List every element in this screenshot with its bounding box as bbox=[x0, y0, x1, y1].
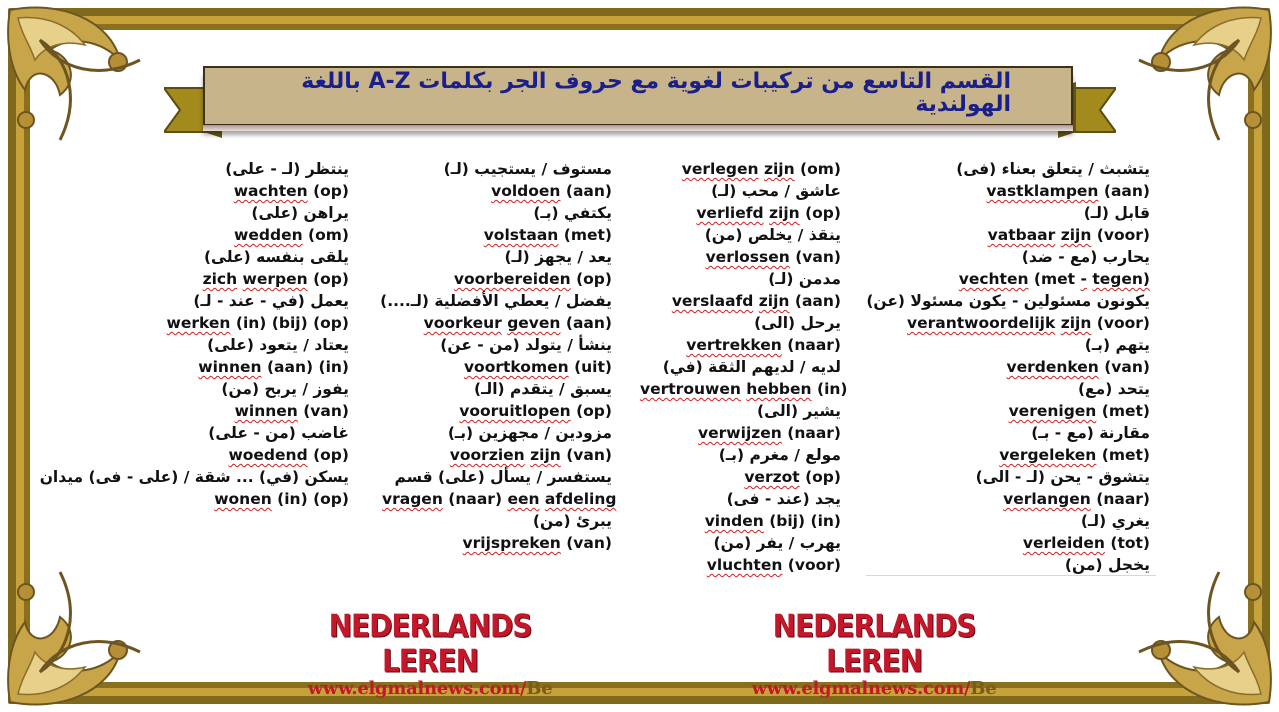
dutch-phrase: verwijzen (naar) bbox=[698, 424, 841, 442]
vocab-column-1 bbox=[866, 158, 1150, 576]
arabic-translation: يكونون مسئولين - يكون مسئولا (عن) bbox=[866, 292, 1150, 310]
arabic-translation: يغري (لـ) bbox=[1080, 512, 1150, 530]
dutch-phrase: verslaafd zijn (aan) bbox=[671, 292, 841, 310]
arabic-translation: مولع / مغرم (بـ) bbox=[718, 446, 841, 464]
dutch-phrase: vrijspreken (van) bbox=[462, 534, 612, 552]
dutch-phrase: vinden (bij) (in) bbox=[704, 512, 841, 530]
arabic-translation: مزودين / مجهزين (بـ) bbox=[447, 424, 612, 442]
corner-ornament-icon bbox=[0, 547, 165, 712]
logo-url: www.elgmalnews.com/Be bbox=[307, 678, 553, 699]
arabic-translation: يلقى بنفسه (على) bbox=[203, 248, 349, 266]
arabic-translation: يفضل / يعطي الأفضلية (لـ....) bbox=[380, 292, 612, 310]
title-banner bbox=[203, 66, 1073, 126]
dutch-phrase: wonen (in) (op) bbox=[214, 490, 349, 508]
nederlands-leren-logo bbox=[300, 607, 560, 699]
dutch-phrase: verantwoordelijk zijn (voor) bbox=[907, 314, 1150, 332]
arabic-translation: يعمل (في - عند - لـ) bbox=[193, 292, 349, 310]
dutch-phrase: verlegen zijn (om) bbox=[681, 160, 841, 178]
dutch-phrase: voorkeur geven (aan) bbox=[423, 314, 612, 332]
logo-title: NEDERLANDS LEREN bbox=[772, 607, 976, 680]
dutch-phrase: werken (in) (bij) (op) bbox=[166, 314, 349, 332]
arabic-translation: يخجل (من) bbox=[1064, 556, 1150, 574]
arabic-translation: مدمن (لـ) bbox=[768, 270, 841, 288]
dutch-phrase: vooruitlopen (op) bbox=[459, 402, 612, 420]
arabic-translation: يعتاد / يتعود (على) bbox=[207, 336, 349, 354]
vocab-column-2 bbox=[640, 158, 848, 576]
dutch-phrase: vragen (naar) een afdeling bbox=[382, 490, 617, 508]
dutch-phrase: vluchten (voor) bbox=[706, 556, 841, 574]
logo-url: www.elgmalnews.com/Be bbox=[751, 678, 997, 699]
arabic-translation: يكتفي (بـ) bbox=[533, 204, 612, 222]
dutch-phrase: vastklampen (aan) bbox=[986, 182, 1150, 200]
dutch-phrase: verenigen (met) bbox=[1008, 402, 1150, 420]
title-underline bbox=[203, 125, 1073, 131]
dutch-phrase: volstaan (met) bbox=[483, 226, 612, 244]
dutch-phrase: vertrouwen hebben (in) bbox=[640, 380, 848, 398]
arabic-translation: ينقذ / يخلص (من) bbox=[704, 226, 841, 244]
page-title: القسم التاسع من تركيبات لغوية مع حروف الجر بكلمات A-Z باللغة الهولندية bbox=[301, 69, 1011, 117]
corner-ornament-icon bbox=[0, 0, 165, 165]
arabic-translation: مستوف / يستجيب (لـ) bbox=[443, 160, 612, 178]
dutch-phrase: wachten (op) bbox=[233, 182, 349, 200]
vocab-column-3 bbox=[380, 158, 617, 554]
arabic-translation: يجد (عند - فى) bbox=[726, 490, 841, 508]
logo-title: NEDERLANDS LEREN bbox=[328, 607, 532, 680]
nederlands-leren-logo bbox=[744, 607, 1004, 699]
arabic-translation: يسكن (في) ... شقة / (على - فى) ميدان bbox=[39, 468, 349, 486]
dutch-phrase: voortkomen (uit) bbox=[463, 358, 612, 376]
dutch-phrase: wedden (om) bbox=[234, 226, 349, 244]
dutch-phrase: vechten (met - tegen) bbox=[958, 270, 1150, 288]
dutch-phrase: voorzien zijn (van) bbox=[449, 446, 612, 464]
dutch-phrase: vertrekken (naar) bbox=[686, 336, 841, 354]
dutch-phrase: winnen (van) bbox=[234, 402, 349, 420]
arabic-translation: يحارب (مع - ضد) bbox=[1021, 248, 1150, 266]
dutch-phrase: verleiden (tot) bbox=[1022, 534, 1150, 552]
arabic-translation: قابل (لـ) bbox=[1083, 204, 1150, 222]
arabic-translation: يتحد (مع) bbox=[1077, 380, 1150, 398]
arabic-translation: يتشوق - يحن (لـ - الى) bbox=[975, 468, 1150, 486]
arabic-translation: عاشق / محب (لـ) bbox=[711, 182, 841, 200]
dutch-phrase: zich werpen (op) bbox=[202, 270, 349, 288]
arabic-translation: يراهن (على) bbox=[251, 204, 349, 222]
dutch-phrase: verdenken (van) bbox=[1006, 358, 1150, 376]
arabic-translation: يستفسر / يسأل (على) قسم bbox=[394, 468, 612, 486]
dutch-phrase: vatbaar zijn (voor) bbox=[987, 226, 1150, 244]
vocab-column-4 bbox=[35, 158, 349, 510]
arabic-translation: يفوز / يربح (من) bbox=[221, 380, 349, 398]
dutch-phrase: verlangen (naar) bbox=[1003, 490, 1150, 508]
arabic-translation: يرحل (الى) bbox=[754, 314, 841, 332]
arabic-translation: يتشبث / يتعلق بعناء (فى) bbox=[956, 160, 1150, 178]
dutch-phrase: vergeleken (met) bbox=[999, 446, 1150, 464]
arabic-translation: يشير (الى) bbox=[757, 402, 841, 420]
arabic-translation: غاضب (من - على) bbox=[208, 424, 349, 442]
arabic-translation: لديه / لديهم الثقة (في) bbox=[662, 358, 841, 376]
dutch-phrase: verlossen (van) bbox=[705, 248, 841, 266]
dutch-phrase: verzot (op) bbox=[744, 468, 841, 486]
arabic-translation: ينشأ / يتولد (من - عن) bbox=[440, 336, 612, 354]
column-divider bbox=[866, 575, 1156, 576]
dutch-phrase: winnen (aan) (in) bbox=[198, 358, 349, 376]
dutch-phrase: woedend (op) bbox=[228, 446, 349, 464]
arabic-translation: مقارنة (مع - بـ) bbox=[1031, 424, 1150, 442]
dutch-phrase: verliefd zijn (op) bbox=[696, 204, 841, 222]
dutch-phrase: voldoen (aan) bbox=[491, 182, 612, 200]
arabic-translation: يسبق / يتقدم (الـ) bbox=[474, 380, 612, 398]
arabic-translation: يبرئ (من) bbox=[532, 512, 612, 530]
arabic-translation: ينتظر (لـ - على) bbox=[225, 160, 349, 178]
corner-ornament-icon bbox=[1114, 0, 1279, 165]
arabic-translation: يعد / يجهز (لـ) bbox=[504, 248, 612, 266]
dutch-phrase: voorbereiden (op) bbox=[453, 270, 612, 288]
arabic-translation: يتهم (بـ) bbox=[1084, 336, 1150, 354]
arabic-translation: يهرب / يفر (من) bbox=[713, 534, 841, 552]
